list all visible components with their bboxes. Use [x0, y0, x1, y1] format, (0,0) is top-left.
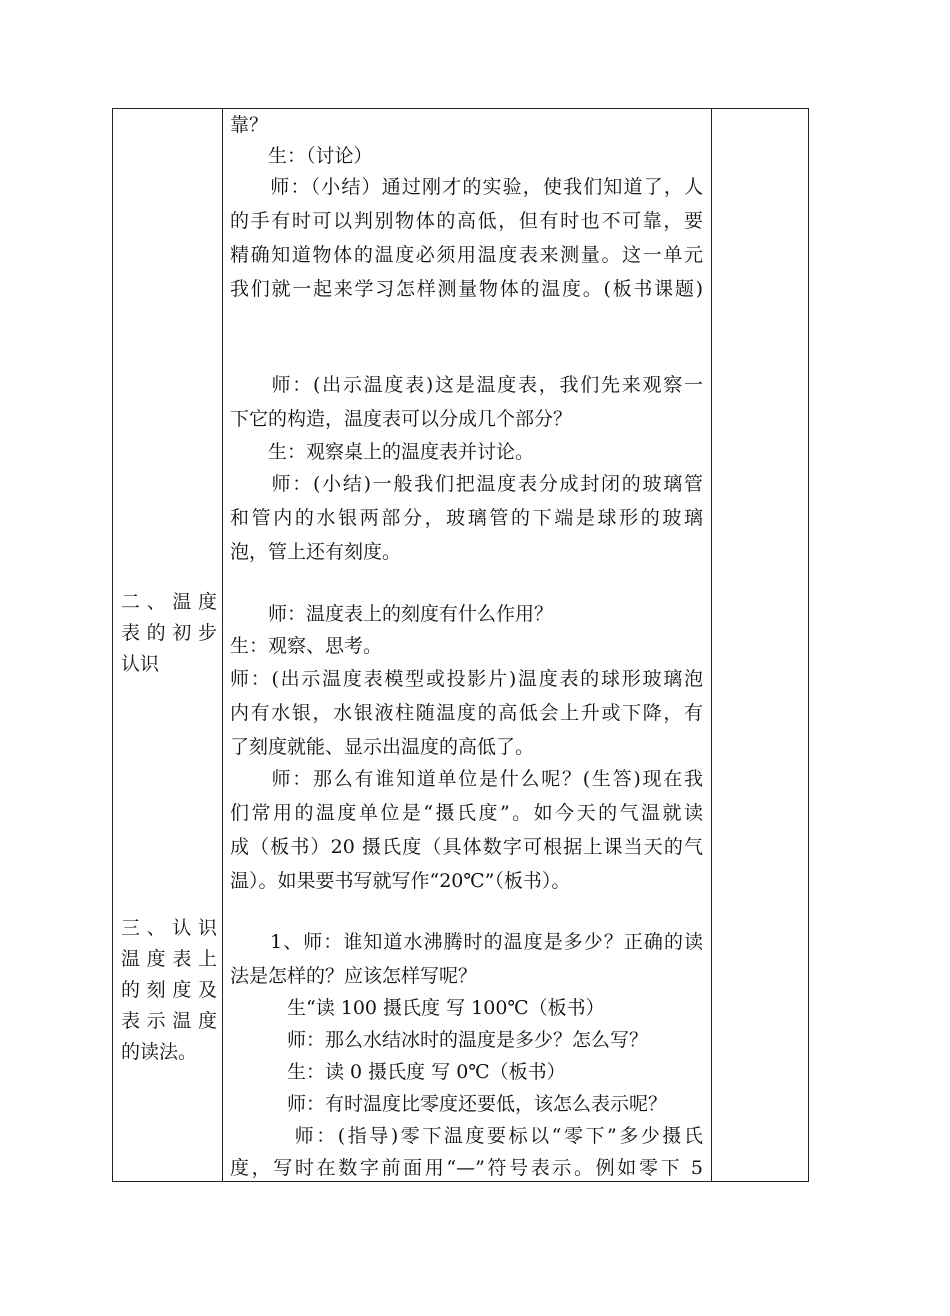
content-line: 师：温度表上的刻度有什么作用？ [230, 603, 554, 625]
content-line: 的手有时可以判别物体的高低，但有时也不可靠，要 [230, 210, 703, 232]
content-line: 生：观察、思考。 [230, 635, 383, 657]
content-line: 下它的构造，温度表可以分成几个部分？ [230, 408, 573, 430]
section-label-line: 表示温度 [121, 1010, 217, 1032]
content-line: 内有水银，水银液柱随温度的高低会上升或下降，有 [230, 702, 703, 724]
content-line: 我们就一起来学习怎样测量物体的温度。(板书课题) [230, 278, 703, 300]
content-line: 师：(指导)零下温度要标以“零下”多少摄氏 [230, 1125, 703, 1147]
content-line: 师：那么水结冰时的温度是多少？怎么写？ [230, 1029, 649, 1051]
section-label-line: 二、温度 [121, 591, 217, 613]
content-line: 成（板书）20 摄氏度（具体数字可根据上课当天的气 [230, 836, 703, 858]
section-label-line: 的刻度及 [121, 979, 217, 1001]
content-line: 靠？ [230, 114, 269, 136]
content-line: 生：读 0 摄氏度 写 0℃（板书） [230, 1061, 566, 1083]
section-label-three [121, 913, 217, 1068]
content-line: 师：(小结)一般我们把温度表分成封闭的玻璃管 [230, 473, 703, 495]
content-line: 师：（小结）通过刚才的实验，使我们知道了，人 [230, 176, 703, 198]
content-line: 师：有时温度比零度还要低，该怎么表示呢？ [230, 1093, 668, 1115]
content-line: 生“读 100 摄氏度 写 100℃（板书） [230, 997, 605, 1019]
section-label-line: 三、认识 [121, 917, 217, 939]
section-label-two [121, 587, 217, 680]
column-divider [222, 109, 223, 1181]
lesson-plan-table [112, 108, 809, 1182]
content-line: 师：(出示温度表)这是温度表，我们先来观察一 [230, 374, 703, 396]
content-line: 泡，管上还有刻度。 [230, 541, 402, 563]
section-label-line: 认识 [121, 653, 160, 675]
content-line: 生：观察桌上的温度表并讨论。 [230, 441, 535, 463]
section-label-line: 表的初步 [121, 622, 217, 644]
content-line: 师：那么有谁知道单位是什么呢？(生答)现在我 [230, 768, 703, 790]
content-line: 精确知道物体的温度必须用温度表来测量。这一单元 [230, 244, 703, 266]
content-line: 法是怎样的？应该怎样写呢？ [230, 965, 478, 987]
content-line: 师：(出示温度表模型或投影片)温度表的球形玻璃泡 [230, 668, 703, 690]
section-label-line: 的读法。 [121, 1041, 198, 1063]
content-line: 生：（讨论） [230, 145, 373, 167]
column-divider [711, 109, 712, 1181]
content-line: 温）。如果要书写就写作“20℃”（板书）。 [230, 870, 571, 892]
content-line: 和管内的水银两部分，玻璃管的下端是球形的玻璃 [230, 507, 703, 529]
section-label-line: 温度表上 [121, 948, 217, 970]
content-line: 1、师：谁知道水沸腾时的温度是多少？正确的读 [230, 931, 703, 953]
content-line: 了刻度就能、显示出温度的高低了。 [230, 736, 535, 758]
content-line: 度，写时在数字前面用“—”符号表示。例如零下 5 [230, 1157, 703, 1179]
content-line: 们常用的温度单位是“摄氏度”。如今天的气温就读 [230, 802, 703, 824]
